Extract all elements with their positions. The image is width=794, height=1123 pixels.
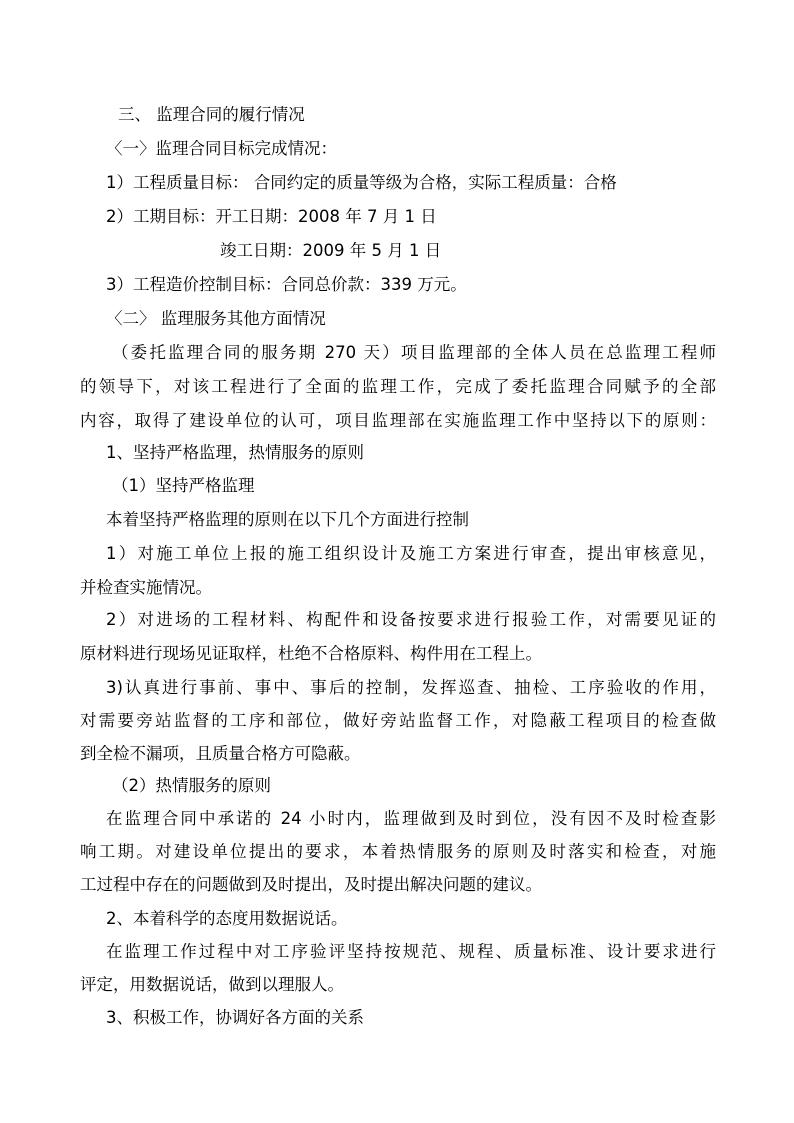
item-2-line-2: 原材料进行现场见证取样，杜绝不合格原料、构件用在工程上。 <box>80 644 542 663</box>
principle-3-title: 3、积极工作，协调好各方面的关系 <box>106 1008 364 1027</box>
goal-cost: 3）工程造价控制目标：合同总价款：339 万元。 <box>106 275 467 294</box>
principle-1-1-title: （1）坚持严格监理 <box>112 476 255 495</box>
intro-line-1: （委托监理合同的服务期 270 天）项目监理部的全体人员在总监理工程师 <box>112 343 716 362</box>
principle-1-2-title: （2）热情服务的原则 <box>112 776 271 795</box>
item-1-line-2: 并检查实施情况。 <box>80 578 212 597</box>
principle-1-2-line-2: 响工期。对建设单位提出的要求，本着热情服务的原则及时落实和检查，对施 <box>80 842 716 861</box>
principle-2-line-2: 评定，用数据说话，做到以理服人。 <box>80 975 344 994</box>
item-3-line-2: 对需要旁站监督的工序和部位，做好旁站监督工作，对隐蔽工程项目的检查做 <box>80 711 716 730</box>
principle-2-title: 2、本着科学的态度用数据说话。 <box>106 909 348 928</box>
principle-1-title: 1、坚持严格监理，热情服务的原则 <box>106 443 364 462</box>
principle-1-2-line-1: 在监理合同中承诺的 24 小时内，监理做到及时到位，没有因不及时检查影 <box>106 809 716 828</box>
principle-1-2-line-3: 工过程中存在的问题做到及时提出，及时提出解决问题的建议。 <box>80 875 542 894</box>
section-title: 三、 监理合同的履行情况 <box>118 105 305 124</box>
subsection-2-title: 〈二〉 监理服务其他方面情况 <box>106 309 326 328</box>
subsection-1-title: 〈一〉监理合同目标完成情况： <box>106 139 337 158</box>
item-1-line-1: 1）对施工单位上报的施工组织设计及施工方案进行审查，提出审核意见， <box>106 544 716 563</box>
item-3-line-3: 到全检不漏项，且质量合格方可隐蔽。 <box>80 744 361 763</box>
principle-1-1-intro: 本着坚持严格监理的原则在以下几个方面进行控制 <box>106 510 469 529</box>
goal-schedule-completion: 竣工日期：2009 年 5 月 1 日 <box>220 241 442 260</box>
item-2-line-1: 2）对进场的工程材料、构配件和设备按要求进行报验工作，对需要见证的 <box>106 610 716 629</box>
intro-line-3: 内容，取得了建设单位的认可，项目监理部在实施监理工作中坚持以下的原则： <box>80 411 716 430</box>
goal-quality: 1）工程质量目标： 合同约定的质量等级为合格，实际工程质量：合格 <box>106 173 617 192</box>
item-3-line-1: 3)认真进行事前、事中、事后的控制，发挥巡查、抽检、工序验收的作用， <box>106 678 716 697</box>
principle-2-line-1: 在监理工作过程中对工序验评坚持按规范、规程、质量标准、设计要求进行 <box>106 942 716 961</box>
intro-line-2: 的领导下，对该工程进行了全面的监理工作，完成了委托监理合同赋予的全部 <box>80 377 716 396</box>
goal-schedule: 2）工期目标：开工日期：2008 年 7 月 1 日 <box>106 207 437 226</box>
